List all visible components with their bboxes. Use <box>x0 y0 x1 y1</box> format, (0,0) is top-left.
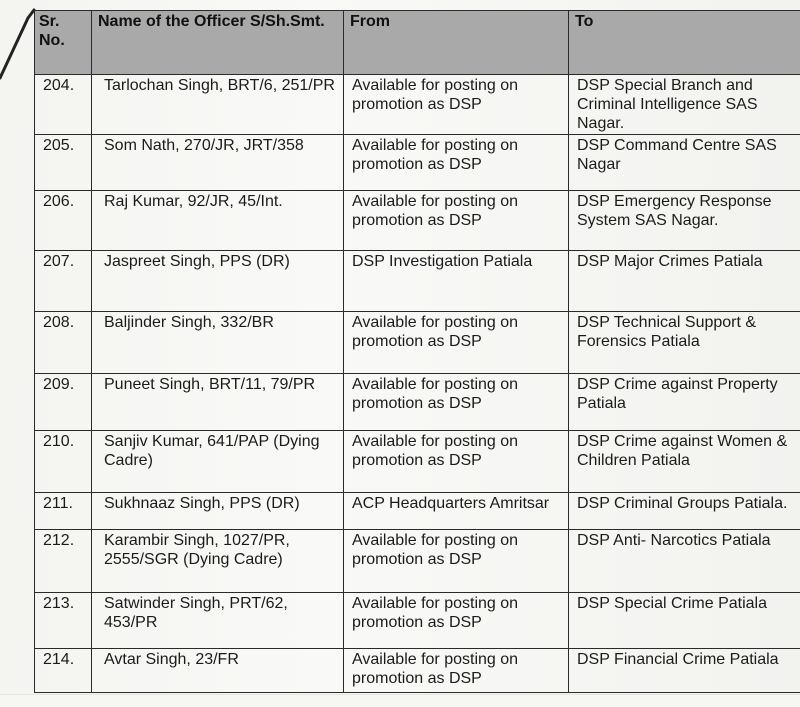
table-row <box>35 191 800 251</box>
row-sr-no: 210. <box>35 431 92 493</box>
table-row <box>35 312 800 374</box>
row-to: DSP Crime against Property Patiala <box>569 374 800 431</box>
posting-table <box>34 10 800 693</box>
table-header <box>35 11 800 75</box>
row-sr-no: 213. <box>35 593 92 649</box>
row-from: Available for posting on promotion as DSP <box>344 135 569 191</box>
row-to: DSP Anti- Narcotics Patiala <box>569 530 800 593</box>
row-officer-name: Satwinder Singh, PRT/62, 453/PR <box>92 593 344 649</box>
row-officer-name: Karambir Singh, 1027/PR, 2555/SGR (Dying Cadre) <box>92 530 344 593</box>
header-row <box>35 11 800 75</box>
header-officer-name: Name of the Officer S/Sh.Smt. <box>92 11 344 75</box>
row-officer-name: Som Nath, 270/JR, JRT/358 <box>92 135 344 191</box>
row-sr-no: 206. <box>35 191 92 251</box>
row-officer-name: Baljinder Singh, 332/BR <box>92 312 344 374</box>
row-from: Available for posting on promotion as DSP <box>344 75 569 135</box>
row-sr-no: 204. <box>35 75 92 135</box>
row-from: ACP Headquarters Amritsar <box>344 493 569 530</box>
table-row <box>35 431 800 493</box>
row-sr-no: 209. <box>35 374 92 431</box>
row-to: DSP Major Crimes Patiala <box>569 251 800 312</box>
row-to: DSP Crime against Women & Children Patiala <box>569 431 800 493</box>
row-from: Available for posting on promotion as DSP <box>344 312 569 374</box>
row-sr-no: 212. <box>35 530 92 593</box>
row-officer-name: Raj Kumar, 92/JR, 45/Int. <box>92 191 344 251</box>
table-row <box>35 649 800 693</box>
row-from: Available for posting on promotion as DSP <box>344 530 569 593</box>
row-from: Available for posting on promotion as DSP <box>344 431 569 493</box>
table-body <box>35 75 800 693</box>
row-from: Available for posting on promotion as DSP <box>344 374 569 431</box>
header-from: From <box>344 11 569 75</box>
header-to: To <box>569 11 800 75</box>
table-row <box>35 530 800 593</box>
row-officer-name: Puneet Singh, BRT/11, 79/PR <box>92 374 344 431</box>
table-row <box>35 251 800 312</box>
table-row <box>35 135 800 191</box>
row-from: DSP Investigation Patiala <box>344 251 569 312</box>
row-from: Available for posting on promotion as DSP <box>344 593 569 649</box>
row-to: DSP Emergency Response System SAS Nagar. <box>569 191 800 251</box>
table-row <box>35 593 800 649</box>
row-from: Available for posting on promotion as DSP <box>344 649 569 693</box>
row-to: DSP Command Centre SAS Nagar <box>569 135 800 191</box>
table-row <box>35 75 800 135</box>
row-to: DSP Financial Crime Patiala <box>569 649 800 693</box>
row-officer-name: Sanjiv Kumar, 641/PAP (Dying Cadre) <box>92 431 344 493</box>
row-officer-name: Tarlochan Singh, BRT/6, 251/PR <box>92 75 344 135</box>
row-sr-no: 211. <box>35 493 92 530</box>
row-to: DSP Criminal Groups Patiala. <box>569 493 800 530</box>
row-to: DSP Special Branch and Criminal Intelligence SAS Nagar. <box>569 75 800 135</box>
row-officer-name: Avtar Singh, 23/FR <box>92 649 344 693</box>
table-row <box>35 374 800 431</box>
row-sr-no: 205. <box>35 135 92 191</box>
row-sr-no: 207. <box>35 251 92 312</box>
row-officer-name: Sukhnaaz Singh, PPS (DR) <box>92 493 344 530</box>
row-from: Available for posting on promotion as DSP <box>344 191 569 251</box>
row-sr-no: 214. <box>35 649 92 693</box>
row-sr-no: 208. <box>35 312 92 374</box>
header-sr-no: Sr. No. <box>35 11 92 75</box>
table-row <box>35 493 800 530</box>
row-to: DSP Technical Support & Forensics Patiala <box>569 312 800 374</box>
page-bottom-edge <box>0 694 800 707</box>
row-to: DSP Special Crime Patiala <box>569 593 800 649</box>
row-officer-name: Jaspreet Singh, PPS (DR) <box>92 251 344 312</box>
